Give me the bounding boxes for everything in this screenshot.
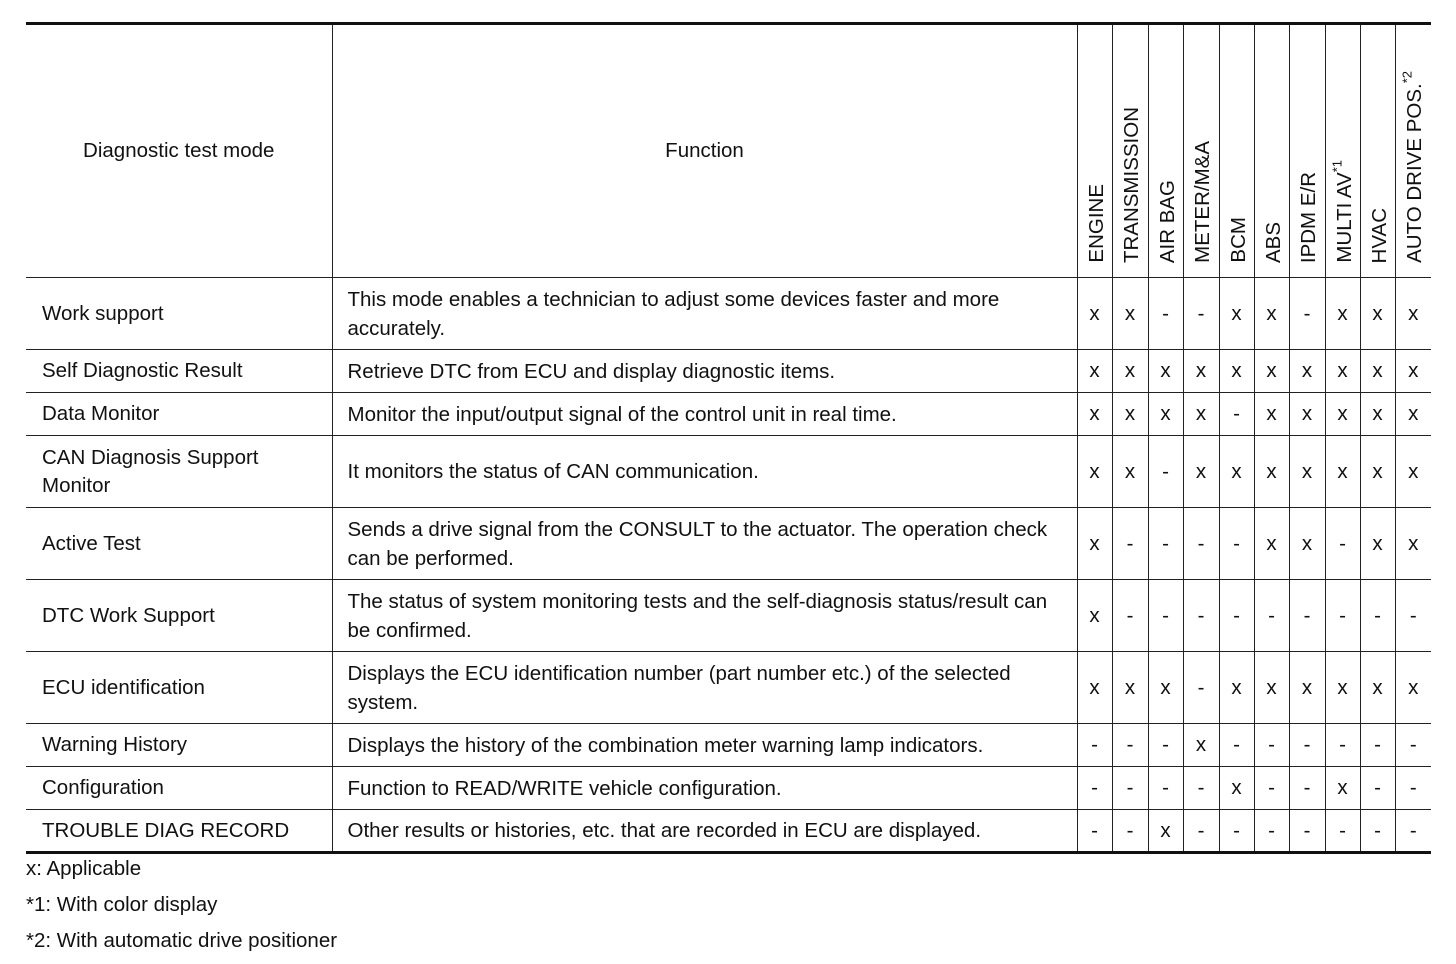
header-system-hvac: HVAC <box>1360 24 1395 278</box>
row-function-text: Monitor the input/output signal of the control unit in real time. <box>332 393 1077 436</box>
applicability-mark: - <box>1219 508 1254 580</box>
applicability-mark: - <box>1289 724 1325 767</box>
footnote-applicable: x: Applicable <box>26 857 142 880</box>
applicability-mark: - <box>1254 810 1289 853</box>
applicability-mark: - <box>1289 767 1325 810</box>
applicability-mark: - <box>1289 278 1325 350</box>
applicability-mark: x <box>1254 278 1289 350</box>
applicability-mark: x <box>1148 393 1183 436</box>
applicability-mark: x <box>1360 652 1395 724</box>
table-row <box>26 393 1431 436</box>
applicability-mark: x <box>1183 724 1219 767</box>
applicability-mark: x <box>1112 278 1148 350</box>
row-mode-label: Configuration <box>26 767 332 810</box>
applicability-mark: x <box>1395 436 1431 508</box>
applicability-mark: x <box>1148 652 1183 724</box>
table-row <box>26 724 1431 767</box>
header-system-bcm: BCM <box>1219 24 1254 278</box>
row-mode-label: DTC Work Support <box>26 580 332 652</box>
row-function-text: Sends a drive signal from the CONSULT to the actuator. The operation check can be performed. <box>332 508 1077 580</box>
applicability-mark: - <box>1077 767 1112 810</box>
table-row <box>26 278 1431 350</box>
applicability-mark: - <box>1360 810 1395 853</box>
table-row <box>26 652 1431 724</box>
applicability-mark: x <box>1183 436 1219 508</box>
applicability-mark: x <box>1325 652 1360 724</box>
row-mode-label: ECU identification <box>26 652 332 724</box>
row-mode-label: Data Monitor <box>26 393 332 436</box>
header-function: Function <box>332 24 1077 278</box>
applicability-mark: x <box>1360 436 1395 508</box>
applicability-mark: x <box>1077 652 1112 724</box>
applicability-mark: x <box>1112 393 1148 436</box>
applicability-mark: - <box>1148 767 1183 810</box>
applicability-mark: x <box>1219 350 1254 393</box>
applicability-mark: - <box>1183 810 1219 853</box>
applicability-mark: - <box>1112 810 1148 853</box>
row-mode-label: TROUBLE DIAG RECORD <box>26 810 332 853</box>
applicability-mark: - <box>1148 580 1183 652</box>
applicability-mark: - <box>1219 810 1254 853</box>
table-row <box>26 350 1431 393</box>
applicability-mark: x <box>1254 436 1289 508</box>
footnote-auto-drive-positioner: *2: With automatic drive positioner <box>26 929 338 952</box>
row-mode-label: CAN Diagnosis Support Monitor <box>26 436 332 508</box>
applicability-mark: - <box>1395 810 1431 853</box>
table-row <box>26 767 1431 810</box>
applicability-mark: x <box>1254 393 1289 436</box>
applicability-mark: - <box>1219 580 1254 652</box>
row-mode-label: Self Diagnostic Result <box>26 350 332 393</box>
applicability-mark: x <box>1395 278 1431 350</box>
applicability-mark: x <box>1395 508 1431 580</box>
applicability-mark: - <box>1254 724 1289 767</box>
applicability-mark: x <box>1077 580 1112 652</box>
applicability-mark: - <box>1112 724 1148 767</box>
applicability-mark: - <box>1360 767 1395 810</box>
applicability-mark: - <box>1289 580 1325 652</box>
applicability-mark: x <box>1112 350 1148 393</box>
applicability-mark: x <box>1219 652 1254 724</box>
applicability-mark: x <box>1077 436 1112 508</box>
applicability-mark: x <box>1112 652 1148 724</box>
applicability-mark: - <box>1289 810 1325 853</box>
table-row <box>26 436 1431 508</box>
applicability-mark: - <box>1112 767 1148 810</box>
applicability-mark: x <box>1254 350 1289 393</box>
applicability-mark: x <box>1325 767 1360 810</box>
header-system-engine: ENGINE <box>1077 24 1112 278</box>
row-function-text: The status of system monitoring tests and the self-diagnosis status/result can be confirmed. <box>332 580 1077 652</box>
applicability-mark: x <box>1254 652 1289 724</box>
applicability-mark: x <box>1360 278 1395 350</box>
applicability-mark: x <box>1289 436 1325 508</box>
row-mode-label: Active Test <box>26 508 332 580</box>
applicability-mark: - <box>1183 767 1219 810</box>
row-function-text: Displays the ECU identification number (part number etc.) of the selected system. <box>332 652 1077 724</box>
applicability-mark: x <box>1077 508 1112 580</box>
applicability-mark: - <box>1112 580 1148 652</box>
applicability-mark: x <box>1395 393 1431 436</box>
row-function-text: Function to READ/WRITE vehicle configuration. <box>332 767 1077 810</box>
footnote-color-display: *1: With color display <box>26 893 218 916</box>
header-system-multi-av: MULTI AV$^{*1}$ <box>1325 24 1360 278</box>
applicability-mark: - <box>1183 508 1219 580</box>
applicability-mark: x <box>1395 350 1431 393</box>
applicability-mark: x <box>1395 652 1431 724</box>
applicability-mark: x <box>1148 810 1183 853</box>
row-function-text: Retrieve DTC from ECU and display diagnostic items. <box>332 350 1077 393</box>
applicability-mark: x <box>1219 278 1254 350</box>
applicability-mark: x <box>1219 767 1254 810</box>
applicability-mark: x <box>1325 436 1360 508</box>
applicability-mark: - <box>1183 580 1219 652</box>
row-mode-label: Work support <box>26 278 332 350</box>
header-system-auto-drive-pos: AUTO DRIVE POS.$^{*2}$ <box>1395 24 1431 278</box>
applicability-mark: - <box>1395 767 1431 810</box>
applicability-mark: x <box>1183 350 1219 393</box>
applicability-mark: - <box>1219 724 1254 767</box>
header-system-meter: METER/M&A <box>1183 24 1219 278</box>
row-function-text: It monitors the status of CAN communication. <box>332 436 1077 508</box>
applicability-mark: x <box>1148 350 1183 393</box>
table-row <box>26 580 1431 652</box>
applicability-mark: x <box>1183 393 1219 436</box>
applicability-mark: - <box>1077 724 1112 767</box>
applicability-mark: - <box>1325 810 1360 853</box>
applicability-mark: - <box>1254 767 1289 810</box>
applicability-mark: x <box>1077 278 1112 350</box>
applicability-mark: - <box>1395 724 1431 767</box>
row-function-text: This mode enables a technician to adjust some devices faster and more accurately. <box>332 278 1077 350</box>
applicability-mark: x <box>1325 350 1360 393</box>
applicability-mark: - <box>1360 580 1395 652</box>
applicability-mark: - <box>1148 508 1183 580</box>
applicability-mark: x <box>1289 652 1325 724</box>
applicability-mark: x <box>1325 393 1360 436</box>
applicability-mark: x <box>1254 508 1289 580</box>
row-function-text: Displays the history of the combination meter warning lamp indicators. <box>332 724 1077 767</box>
row-mode-label: Warning History <box>26 724 332 767</box>
applicability-mark: - <box>1254 580 1289 652</box>
applicability-mark: - <box>1325 580 1360 652</box>
row-function-text: Other results or histories, etc. that are recorded in ECU are displayed. <box>332 810 1077 853</box>
header-system-transmission: TRANSMISSION <box>1112 24 1148 278</box>
header-system-ipdm-er: IPDM E/R <box>1289 24 1325 278</box>
applicability-mark: - <box>1360 724 1395 767</box>
applicability-mark: x <box>1360 508 1395 580</box>
applicability-mark: - <box>1183 652 1219 724</box>
applicability-mark: - <box>1148 436 1183 508</box>
applicability-mark: x <box>1289 350 1325 393</box>
applicability-mark: x <box>1112 436 1148 508</box>
applicability-mark: x <box>1289 508 1325 580</box>
table-row <box>26 810 1431 853</box>
applicability-mark: - <box>1148 724 1183 767</box>
applicability-mark: - <box>1077 810 1112 853</box>
applicability-mark: - <box>1183 278 1219 350</box>
applicability-mark: - <box>1325 508 1360 580</box>
footnotes <box>26 856 337 964</box>
applicability-mark: - <box>1112 508 1148 580</box>
diagnostic-mode-table <box>26 22 1431 854</box>
applicability-mark: x <box>1325 278 1360 350</box>
applicability-mark: x <box>1289 393 1325 436</box>
applicability-mark: - <box>1395 580 1431 652</box>
applicability-mark: - <box>1148 278 1183 350</box>
applicability-mark: x <box>1077 350 1112 393</box>
table-row <box>26 508 1431 580</box>
applicability-mark: x <box>1360 350 1395 393</box>
header-row <box>26 24 1431 278</box>
applicability-mark: x <box>1219 436 1254 508</box>
header-system-air-bag: AIR BAG <box>1148 24 1183 278</box>
applicability-mark: x <box>1077 393 1112 436</box>
applicability-mark: - <box>1219 393 1254 436</box>
applicability-mark: - <box>1325 724 1360 767</box>
header-diagnostic-test-mode: Diagnostic test mode <box>26 24 332 278</box>
header-system-abs: ABS <box>1254 24 1289 278</box>
applicability-mark: x <box>1360 393 1395 436</box>
